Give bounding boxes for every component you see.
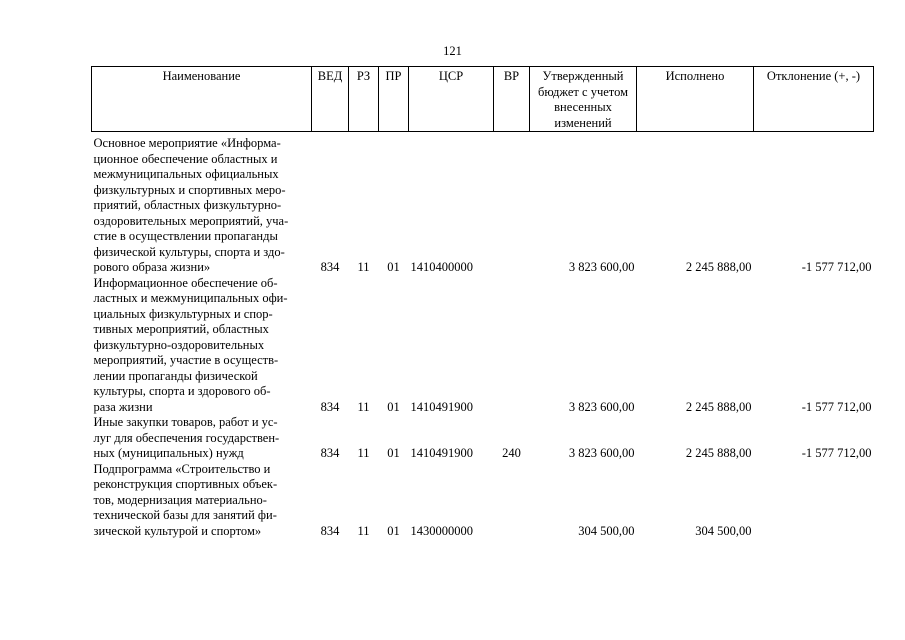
row-name: Подпрограмма «Строительство и реконструкция спортивных объек- тов, модернизация материально- технической базы для занятий фи- зической культурой и спортом»: [93, 461, 278, 538]
row-rz: 11: [357, 399, 370, 414]
row-approved: 3 823 600,00: [568, 260, 635, 274]
row-csr: 1410491900: [410, 446, 473, 460]
header-csr: ЦСР: [409, 67, 494, 132]
row-rz: 11: [357, 523, 370, 538]
row-ved: 834: [320, 399, 340, 414]
row-csr: 1430000000: [410, 523, 473, 538]
row-name: Иные закупки товаров, работ и ус- луг для обеспечения государствен- ных (муниципальных) нужд: [93, 415, 280, 460]
header-vr: ВР: [494, 67, 530, 132]
row-executed: 2 245 888,00: [685, 446, 752, 460]
row-executed: 2 245 888,00: [685, 260, 752, 274]
row-csr: 1410400000: [410, 260, 473, 274]
table-row: [92, 276, 874, 416]
header-ved: ВЕД: [312, 67, 349, 132]
row-executed: 2 245 888,00: [685, 399, 752, 414]
row-approved: 3 823 600,00: [568, 399, 635, 414]
row-approved: 304 500,00: [578, 523, 635, 538]
row-approved: 3 823 600,00: [568, 446, 635, 460]
row-vr: [494, 276, 530, 416]
budget-table: [91, 66, 874, 539]
row-ved: 834: [320, 446, 340, 460]
header-deviation: Отклонение (+, -): [754, 67, 874, 132]
row-vr: [494, 136, 530, 276]
row-deviation: -1 577 712,00: [801, 260, 872, 274]
row-csr: 1410491900: [410, 399, 473, 414]
header-rz: РЗ: [349, 67, 379, 132]
row-deviation: -1 577 712,00: [801, 399, 872, 414]
row-pr: 01: [387, 399, 400, 414]
row-pr: 01: [387, 446, 400, 460]
header-row: [92, 67, 874, 132]
row-executed: 304 500,00: [695, 523, 752, 538]
row-name: Информационное обеспечение об- ластных и межмуниципальных офи- циальных физкультурных и спор- тивных мероприятий, областных физкультурно-оздоровительных мероприятий, участие в осуществ- лении пропаганды физической культуры, спорта и здорового об- раза жизни: [93, 275, 288, 414]
row-ved: 834: [320, 260, 340, 274]
row-deviation: [754, 462, 874, 540]
table-row: [92, 136, 874, 276]
table-row: [92, 462, 874, 540]
page-number: 121: [443, 44, 462, 58]
row-vr: 240: [502, 446, 521, 460]
table-row: [92, 415, 874, 462]
header-approved-budget: Утвержденный бюджет с учетом внесенных изменений: [530, 67, 637, 132]
row-pr: 01: [387, 523, 400, 538]
row-ved: 834: [320, 523, 340, 538]
row-deviation: -1 577 712,00: [801, 446, 872, 460]
row-rz: 11: [357, 260, 370, 274]
row-vr: [494, 462, 530, 540]
header-name: Наименование: [92, 67, 312, 132]
header-pr: ПР: [379, 67, 409, 132]
row-name: Основное мероприятие «Информа- ционное обеспечение областных и межмуниципальных официальных физкультурных и спортивных меро- приятий, областных физкультурно- оздоровительных мероприятий, уча- стие в осуществлении пропаганды физической культуры, спорта и здо- рового образа жизни»: [93, 136, 289, 274]
header-executed: Исполнено: [637, 67, 754, 132]
row-pr: 01: [387, 260, 400, 274]
row-rz: 11: [357, 446, 370, 460]
